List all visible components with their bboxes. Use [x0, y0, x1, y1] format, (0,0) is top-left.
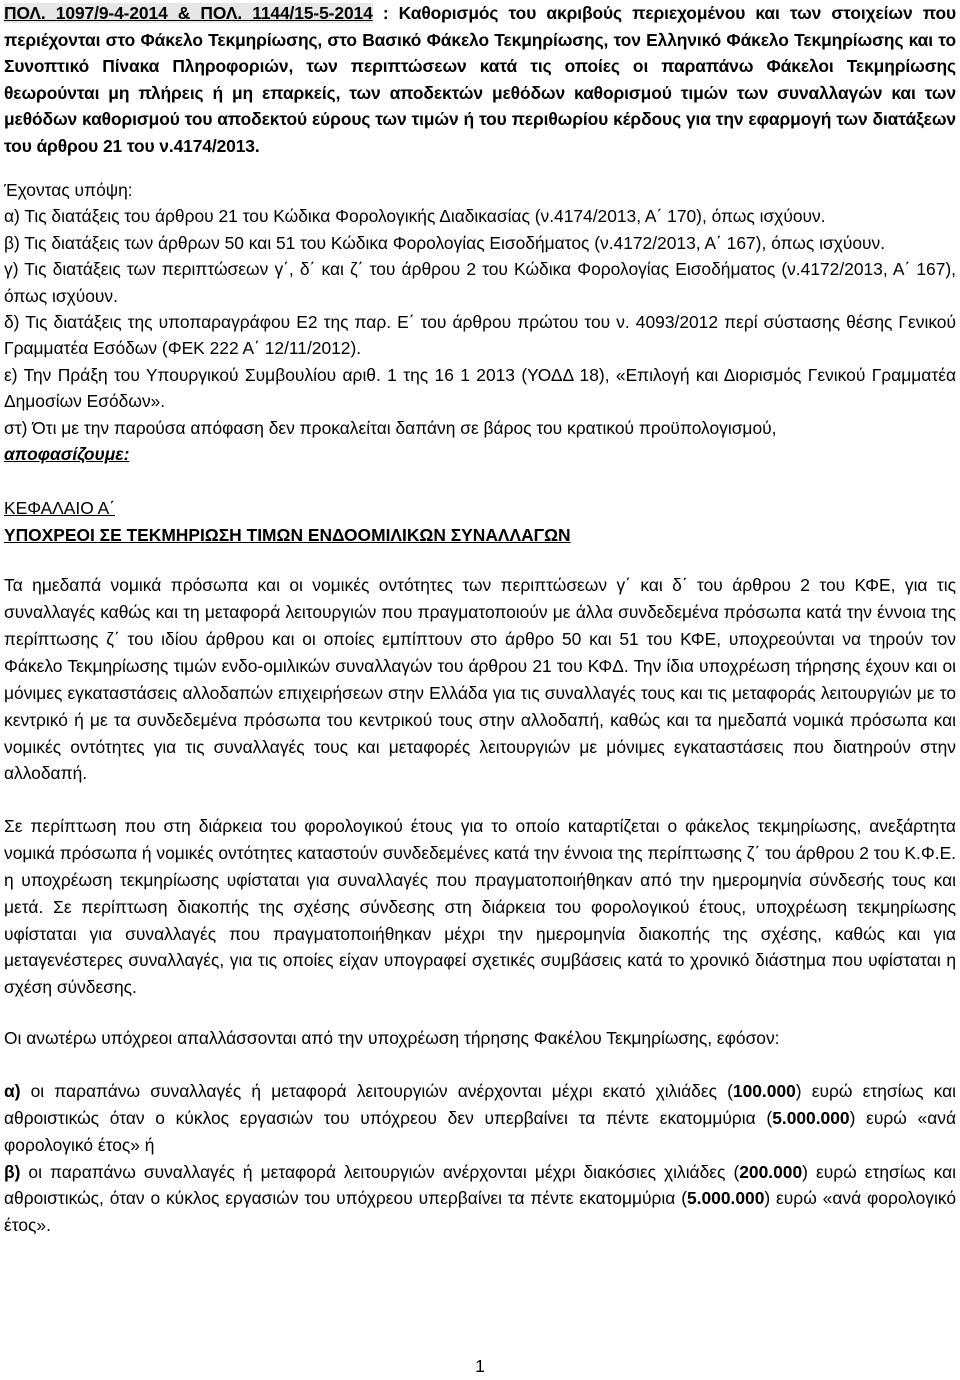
chapter-title: ΥΠΟΧΡΕΟΙ ΣΕ ΤΕΚΜΗΡΙΩΣΗ ΤΙΜΩΝ ΕΝΔΟΟΜΙΛΙΚΩΝ ΣΥΝΑΛΛΑΓΩΝ	[4, 524, 571, 545]
considering-item-c: γ) Τις διατάξεις των περιπτώσεων γ΄, δ΄ και ζ΄ του άρθρου 2 του Κώδικα Φορολογίας Εισοδήματος (ν.4172/2013, Α΄ 167), όπως ισχύουν.	[4, 259, 956, 306]
page-number: 1	[475, 1356, 485, 1376]
chapter-heading	[4, 495, 956, 548]
circular-reference: ΠΟΛ. 1097/9-4-2014 & ΠΟΛ. 1144/15-5-2014	[4, 3, 373, 23]
exemption-beta: β) οι παραπάνω συναλλαγές ή μεταφορά λειτουργιών ανέρχονται μέχρι διακόσιες χιλιάδες (200.000) ευρώ ετησίως και αθροιστικώς, όταν ο κύκλος εργασιών του υπόχρεου υπερβαίνει τα πέντε εκατομμύρια (5.000.000) ευρώ «ανά φορολογικό έτος».	[4, 1161, 957, 1236]
considering-item-a: α) Τις διατάξεις του άρθρου 21 του Κώδικα Φορολογικής Διαδικασίας (ν.4174/2013, Α΄ 170), όπως ισχύουν.	[4, 206, 826, 227]
document-page	[4, 0, 956, 1239]
considering-item-e: ε) Την Πράξη του Υπουργικού Συμβουλίου αριθ. 1 της 16 1 2013 (ΥΟΔΔ 18), «Επιλογή και Διορισμός Γενικού Γραμματέα Δημοσίων Εσόδων».	[4, 364, 956, 412]
considering-item-b: β) Τις διατάξεις των άρθρων 50 και 51 του Κώδικα Φορολογίας Εισοδήματος (ν.4172/2013, Α΄ 167), όπως ισχύουν.	[4, 232, 886, 253]
considering-item-f: στ) Ότι με την παρούσα απόφαση δεν προκαλείται δαπάνη σε βάρος του κρατικού προϋπολογισμού,	[4, 417, 777, 438]
considering-lead: Έχοντας υπόψη:	[4, 180, 133, 200]
paragraph-obligated-entities: Τα ημεδαπά νομικά πρόσωπα και οι νομικές οντότητες των περιπτώσεων γ΄ και δ΄ του άρθρου 2 του ΚΦΕ, για τις συναλλαγές καθώς και τη μεταφορά λειτουργιών που πραγματοποιούν με άλλα συνδεδεμένα πρόσωπα κατά την έννοια της περίπτωσης ζ΄ του ιδίου άρθρου και οι οποίες εμπίπτουν στο άρθρο 50 και 51 του ΚΦΕ, υποχρεούνται να τηρούν τον Φάκελο Τεκμηρίωσης τιμών ενδο-ομιλικών συναλλαγών του άρθρου 21 του ΚΦΔ. Την ίδια υποχρέωση τήρησης έχουν και οι μόνιμες εγκαταστάσεις αλλοδαπών επιχειρήσεων στην Ελλάδα για τις συναλλαγές τους και τις μεταφοράς λειτουργιών με το κεντρικό ή με τα συνδεδεμένα πρόσωπα του κεντρικού τους στην αλλοδαπή, καθώς και τα ημεδαπά νομικά πρόσωπα και νομικές οντότητες για τις συναλλαγές τους και μεταφορές λειτουργιών με μόνιμες εγκαταστάσεις που διατηρούν στην αλλοδαπή.	[4, 575, 956, 784]
exemption-beta-turnover: 5.000.000	[687, 1188, 765, 1209]
header-title: : Καθορισμός του ακριβούς περιεχομένου και των στοιχείων που περιέχονται στο Φάκελο Τεκμηρίωσης, στο Βασικό Φάκελο Τεκμηρίωσης, τον Ελληνικό Φάκελο Τεκμηρίωσης και το Συνοπτικό Πίνακα Πληροφοριών, των περιπτώσεων κατά τις οποίες οι παραπάνω Φάκελοι Τεκμηρίωσης θεωρούνται μη πλήρεις ή μη επαρκείς, των αποδεκτών μεθόδων καθορισμού τιμών των συναλλαγών και των μεθόδων καθορισμού του αποδεκτού εύρους των τιμών ή του περιθωρίου κέρδους για την εφαρμογή των διατάξεων του άρθρου 21 του ν.4174/2013.	[4, 3, 957, 156]
considering-list	[4, 203, 956, 467]
exemption-alpha: α) οι παραπάνω συναλλαγές ή μεταφορά λειτουργιών ανέρχονται μέχρι εκατό χιλιάδες (100.000) ευρώ ετησίως και αθροιστικώς όταν ο κύκλος εργασιών του υπόχρεου δεν υπερβαίνει τα πέντε εκατομμύρια (5.000.000) ευρώ «ανά φορολογικό έτος» ή	[4, 1080, 957, 1155]
exemption-alpha-threshold: 100.000	[732, 1080, 796, 1101]
paragraph-exemptions-intro: Οι ανωτέρω υπόχρεοι απαλλάσσονται από την υποχρέωση τήρησης Φακέλου Τεκμηρίωσης, εφόσον:	[4, 1028, 780, 1049]
decision-word: αποφασίζουμε:	[4, 444, 130, 465]
exemption-beta-marker: β)	[4, 1161, 21, 1182]
exemption-alpha-turnover: 5.000.000	[772, 1107, 850, 1128]
document-header	[4, 0, 956, 159]
exemption-alpha-marker: α)	[4, 1080, 21, 1101]
chapter-label: ΚΕΦΑΛΑΙΟ Α΄	[4, 498, 116, 519]
paragraph-period-connection: Σε περίπτωση που στη διάρκεια του φορολογικού έτους για το οποίο καταρτίζεται ο φάκελος τεκμηρίωσης, ανεξάρτητα νομικά πρόσωπα ή νομικές οντότητες καταστούν συνδεδεμένες κατά την έννοια της περίπτωσης ζ΄ του άρθρου 2 του Κ.Φ.Ε. η υποχρέωση τεκμηρίωσης υφίσταται για συναλλαγές που πραγματοποιήθηκαν από την ημερομηνία σύνδεσής τους και μετά. Σε περίπτωση διακοπής της σχέσης σύνδεσης στη διάρκεια του φορολογικού έτους, υποχρέωση τεκμηρίωσης υφίσταται για συναλλαγές που πραγματοποιήθηκαν μέχρι την ημερομηνία διακοπής της σχέσης, καθώς και για μεταγενέστερες συναλλαγές, για τις οποίες είχαν υπογραφεί σχετικές συμβάσεις κατά το χρονικό διάστημα που υφίσταται η σχέση σύνδεσης.	[4, 816, 956, 998]
exemption-beta-threshold: 200.000	[739, 1161, 803, 1182]
considering-item-d: δ) Τις διατάξεις της υποπαραγράφου Ε2 της παρ. Ε΄ του άρθρου πρώτου του ν. 4093/2012 περί σύστασης θέσης Γενικού Γραμματέα Εσόδων (ΦΕΚ 222 Α΄ 12/11/2012).	[4, 312, 956, 359]
